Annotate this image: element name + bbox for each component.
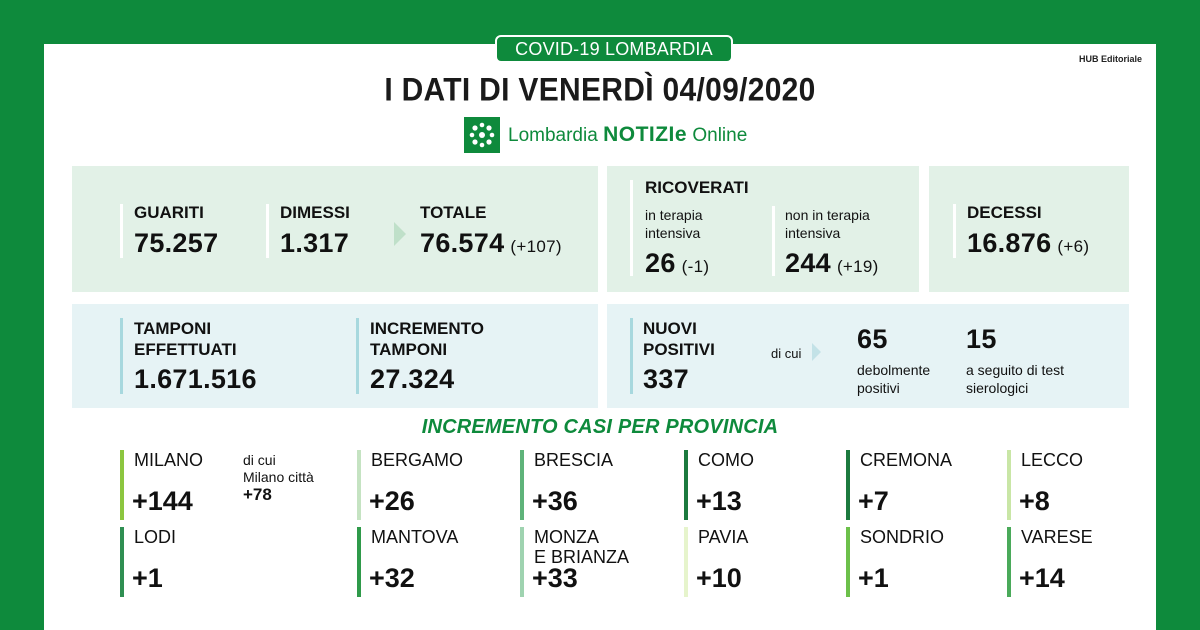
province-color-bar	[520, 527, 524, 597]
province-color-bar	[684, 527, 688, 597]
tamponi-label-1: TAMPONI	[134, 319, 212, 338]
tamponi-label-2: EFFETTUATI	[134, 340, 237, 359]
province-value: +8	[1019, 486, 1050, 516]
page-title: I DATI DI VENERDÌ 04/09/2020	[384, 72, 816, 109]
province-value: +32	[369, 563, 415, 593]
tamponi-value: 1.671.516	[134, 364, 257, 394]
positivi-bar	[630, 318, 633, 394]
province-color-bar	[684, 450, 688, 520]
province-name: SONDRIO	[860, 527, 945, 547]
totale-value-row	[420, 228, 562, 259]
arrow-right-icon	[812, 343, 821, 361]
province-name: VARESE	[1021, 527, 1093, 547]
province-value: +1	[858, 563, 889, 593]
debolmente-value: 65	[857, 324, 888, 354]
incremento-value: 27.324	[370, 364, 455, 394]
milano-citta-note	[243, 452, 314, 504]
ricoverati-label: RICOVERATI	[645, 178, 749, 197]
province-tile	[846, 450, 1006, 520]
debolmente-label-2: positivi	[857, 380, 900, 396]
totale-value: 76.574	[420, 228, 505, 258]
incremento-label-2: TAMPONI	[370, 340, 448, 359]
positivi-value: 337	[643, 364, 689, 394]
ti-value-row	[645, 248, 709, 279]
nti-label-2: intensiva	[785, 225, 841, 241]
province-color-bar	[357, 450, 361, 520]
sierologici-label-1: a seguito di test	[966, 362, 1065, 378]
province-value: +1	[132, 563, 163, 593]
nti-value-row	[785, 248, 879, 279]
decessi-label: DECESSI	[967, 203, 1042, 222]
province-value: +33	[532, 563, 578, 593]
sierologici-label-2: sierologici	[966, 380, 1029, 396]
province-name: MANTOVA	[371, 527, 459, 547]
brand-prefix: Lombardia	[508, 125, 604, 146]
province-value: +13	[696, 486, 742, 516]
province-tile	[684, 450, 844, 520]
nti-label-1: non in terapia	[785, 207, 870, 223]
dicui-label: di cui	[771, 346, 802, 361]
tamponi-bar	[120, 318, 123, 394]
province-value: +36	[532, 486, 578, 516]
positivi-label-2: POSITIVI	[643, 340, 715, 359]
province-name: MILANO	[134, 450, 204, 470]
totale-delta: (+107)	[510, 237, 562, 256]
province-color-bar	[120, 527, 124, 597]
incremento-label-1: INCREMENTO	[370, 319, 484, 338]
decessi-value: 16.876	[967, 228, 1052, 258]
brand	[464, 116, 747, 154]
province-value: +144	[132, 486, 193, 516]
province-color-bar	[846, 450, 850, 520]
province-value: +26	[369, 486, 415, 516]
milano-note-line2: Milano città	[243, 469, 314, 485]
province-value: +10	[696, 563, 742, 593]
province-value: +14	[1019, 563, 1065, 593]
dimessi-bar	[266, 204, 269, 258]
incremento-bar	[356, 318, 359, 394]
province-tile	[684, 527, 844, 597]
nti-bar	[772, 206, 775, 276]
dimessi-value: 1.317	[280, 228, 350, 258]
province-name: LODI	[134, 527, 177, 547]
nti-delta: (+19)	[836, 257, 879, 276]
dimessi-label: DIMESSI	[280, 203, 350, 222]
province-section-title: INCREMENTO CASI PER PROVINCIA	[421, 416, 779, 438]
positivi-label-1: NUOVI	[643, 319, 697, 338]
ti-label-2: intensiva	[645, 225, 701, 241]
province-color-bar	[120, 450, 124, 520]
province-name: LECCO	[1021, 450, 1084, 470]
decessi-bar	[953, 204, 956, 258]
province-name: CREMONA	[860, 450, 953, 470]
milano-note-line1: di cui	[243, 452, 276, 468]
province-name: PAVIA	[698, 527, 749, 547]
totale-label: TOTALE	[420, 203, 487, 222]
arrow-right-icon	[394, 222, 406, 246]
province-tile	[357, 527, 517, 597]
ti-value: 26	[645, 248, 676, 278]
guariti-bar	[120, 204, 123, 258]
decessi-value-row	[967, 228, 1089, 259]
guariti-value: 75.257	[134, 228, 219, 258]
province-tile	[520, 450, 680, 520]
debolmente-label-1: debolmente	[857, 362, 931, 378]
province-tile	[520, 527, 680, 597]
province-name: MONZA E BRIANZA	[534, 527, 630, 567]
ricoverati-bar	[630, 180, 633, 276]
province-tile	[357, 450, 517, 520]
ti-label-1: in terapia	[645, 207, 703, 223]
province-name: COMO	[698, 450, 754, 470]
sierologici-value: 15	[966, 324, 997, 354]
province-value: +7	[858, 486, 889, 516]
brand-strong: NOTIZIe	[603, 123, 688, 146]
brand-suffix: Online	[687, 125, 748, 146]
nti-value: 244	[785, 248, 831, 278]
region-pill: COVID-19 LOMBARDIA	[495, 35, 733, 63]
hub-credit: HUB Editoriale	[1078, 54, 1142, 64]
province-tile	[120, 527, 280, 597]
province-color-bar	[520, 450, 524, 520]
province-tile	[1007, 450, 1167, 520]
milano-note-value: +78	[243, 485, 272, 504]
province-color-bar	[846, 527, 850, 597]
rosa-camuna-logo-icon	[464, 117, 500, 153]
province-tile	[846, 527, 1006, 597]
decessi-delta: (+6)	[1057, 237, 1090, 256]
ti-delta: (-1)	[681, 257, 710, 276]
province-color-bar	[1007, 450, 1011, 520]
province-name: BERGAMO	[371, 450, 464, 470]
province-tile	[1007, 527, 1167, 597]
province-name: BRESCIA	[534, 450, 614, 470]
province-color-bar	[357, 527, 361, 597]
province-color-bar	[1007, 527, 1011, 597]
guariti-label: GUARITI	[134, 203, 204, 222]
brand-name	[508, 123, 747, 147]
